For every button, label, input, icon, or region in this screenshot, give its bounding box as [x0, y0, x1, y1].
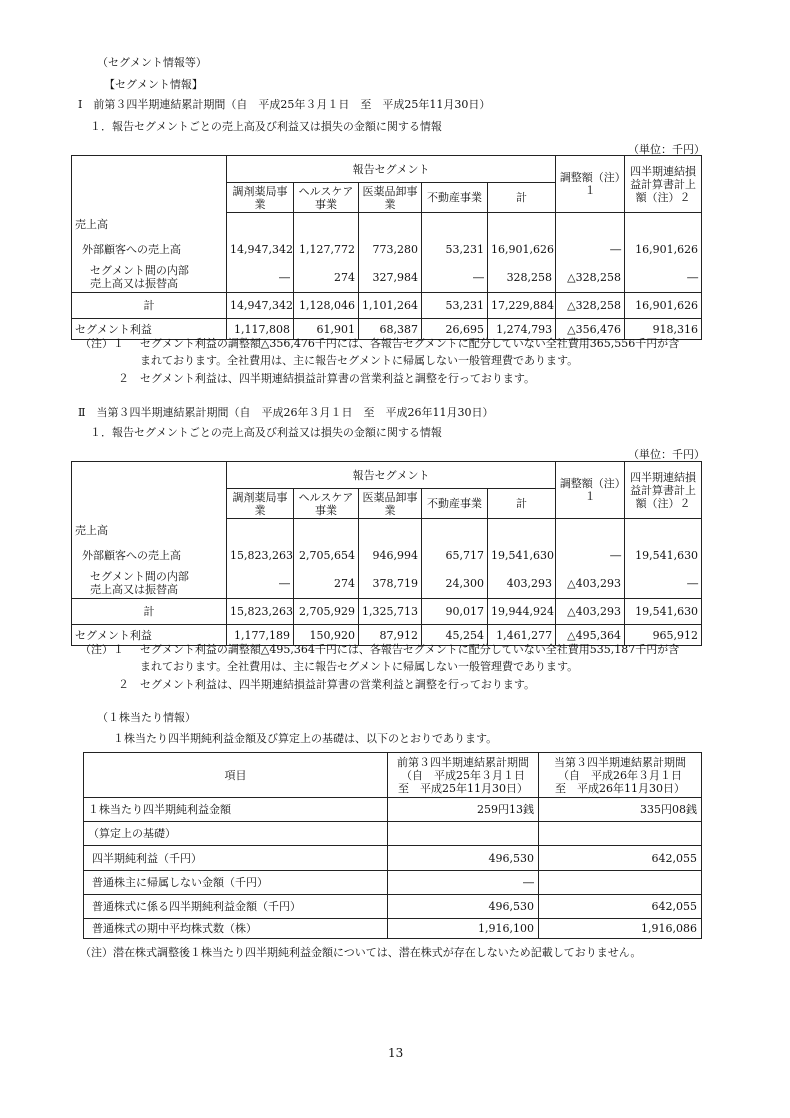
segment-table-prior	[71, 155, 702, 340]
row-label-external: 外部顧客への売上高	[72, 236, 227, 263]
cell: 327,984	[359, 263, 422, 293]
cell: 2,705,929	[294, 599, 359, 625]
table-row	[84, 919, 702, 939]
note2-line1: セグメント利益は、四半期連結損益計算書の営業利益と調整を行っております。	[140, 678, 536, 691]
eps-cell: 642,055	[539, 846, 702, 871]
table-row	[72, 542, 702, 569]
header-reported-segment: 報告セグメント	[227, 156, 556, 183]
eps-cell	[539, 871, 702, 895]
header-blank	[72, 156, 227, 213]
table-row	[72, 599, 702, 625]
row-label-sales: 売上高	[72, 519, 227, 542]
page-number: 13	[388, 1046, 404, 1060]
cell: 1,117,808	[227, 319, 294, 340]
cell: 403,293	[488, 569, 556, 599]
cell: 16,901,626	[625, 236, 702, 263]
cell: ―	[625, 569, 702, 599]
row-label-intersegment: セグメント間の内部 売上高又は振替高	[72, 569, 227, 599]
table-row	[72, 263, 702, 293]
cell: 14,947,342	[227, 293, 294, 319]
note2-label: ２	[118, 678, 129, 691]
cell: 65,717	[422, 542, 488, 569]
cell: 45,254	[422, 625, 488, 646]
eps-header-item: 項目	[84, 753, 388, 798]
note2-label: ２	[118, 372, 129, 385]
header-pharmacy: 調剤薬局事業	[227, 489, 294, 519]
cell: ―	[227, 263, 294, 293]
cell: 19,541,630	[488, 542, 556, 569]
cell: 1,128,046	[294, 293, 359, 319]
eps-row-label: １株当たり四半期純利益金額	[84, 798, 388, 822]
period1-title: Ⅰ 前第３四半期連結累計期間（自 平成25年３月１日 至 平成25年11月30日）	[78, 98, 491, 111]
cell: ―	[625, 263, 702, 293]
cell: △403,293	[556, 599, 625, 625]
cell: 24,300	[422, 569, 488, 599]
segment-table-current	[71, 461, 702, 646]
eps-intro: １株当たり四半期純利益金額及び算定上の基礎は、以下のとおりであります。	[113, 732, 498, 745]
eps-row-label: 普通株式の期中平均株式数（株）	[84, 919, 388, 939]
cell: ―	[556, 542, 625, 569]
header-healthcare: ヘルスケア事業	[294, 183, 359, 213]
note1-label: （注）１	[80, 643, 124, 656]
eps-heading: （１株当たり情報）	[97, 711, 196, 724]
header-total: 計	[488, 183, 556, 213]
note2-line1: セグメント利益は、四半期連結損益計算書の営業利益と調整を行っております。	[140, 372, 536, 385]
period2-title: Ⅱ 当第３四半期連結累計期間（自 平成26年３月１日 至 平成26年11月30日）	[78, 406, 494, 419]
heading-segment-info-paren: （セグメント情報等）	[97, 56, 207, 69]
header-consolidated: 四半期連結損益計算書計上額（注）２	[625, 462, 702, 519]
cell: 946,994	[359, 542, 422, 569]
eps-row-label: 普通株式に係る四半期純利益金額（千円）	[84, 895, 388, 919]
row-label-sales: 売上高	[72, 213, 227, 236]
note1-line2: まれております。全社費用は、主に報告セグメントに帰属しない一般管理費であります。	[140, 354, 579, 367]
row-label-total: 計	[72, 293, 227, 319]
cell: 274	[294, 569, 359, 599]
cell: 16,901,626	[488, 236, 556, 263]
table-row	[84, 846, 702, 871]
row-label-external: 外部顧客への売上高	[72, 542, 227, 569]
cell: 328,258	[488, 263, 556, 293]
eps-header-curr: 当第３四半期連結累計期間 （自 平成26年３月１日 至 平成26年11月30日）	[539, 753, 702, 798]
row-label-profit: セグメント利益	[72, 625, 227, 646]
table-row	[84, 798, 702, 822]
cell: 965,912	[625, 625, 702, 646]
header-realestate: 不動産事業	[422, 183, 488, 213]
cell: 19,541,630	[625, 599, 702, 625]
eps-cell: 335円08銭	[539, 798, 702, 822]
eps-row-label: 普通株主に帰属しない金額（千円）	[84, 871, 388, 895]
table-row	[72, 236, 702, 263]
cell: △356,476	[556, 319, 625, 340]
row-label-intersegment: セグメント間の内部 売上高又は振替高	[72, 263, 227, 293]
eps-cell: ―	[388, 871, 539, 895]
cell: 1,101,264	[359, 293, 422, 319]
header-total: 計	[488, 489, 556, 519]
cell: 14,947,342	[227, 236, 294, 263]
period2-subtitle: １．報告セグメントごとの売上高及び利益又は損失の金額に関する情報	[90, 426, 442, 439]
cell: △328,258	[556, 263, 625, 293]
cell: △495,364	[556, 625, 625, 646]
header-pharmacy: 調剤薬局事業	[227, 183, 294, 213]
eps-row-label: （算定上の基礎）	[84, 822, 388, 846]
period1-subtitle: １．報告セグメントごとの売上高及び利益又は損失の金額に関する情報	[90, 120, 442, 133]
cell: 16,901,626	[625, 293, 702, 319]
cell: 17,229,884	[488, 293, 556, 319]
eps-cell: 496,530	[388, 846, 539, 871]
cell: 53,231	[422, 293, 488, 319]
eps-cell: 496,530	[388, 895, 539, 919]
header-adjustment: 調整額（注）１	[556, 156, 625, 213]
header-healthcare: ヘルスケア事業	[294, 489, 359, 519]
cell: 15,823,263	[227, 599, 294, 625]
cell: 15,823,263	[227, 542, 294, 569]
eps-cell: 1,916,086	[539, 919, 702, 939]
header-wholesale: 医薬品卸事業	[359, 183, 422, 213]
cell: 1,461,277	[488, 625, 556, 646]
table-row	[72, 293, 702, 319]
cell: 26,695	[422, 319, 488, 340]
eps-cell: 1,916,100	[388, 919, 539, 939]
table-row	[84, 822, 702, 846]
note1-line2: まれております。全社費用は、主に報告セグメントに帰属しない一般管理費であります。	[140, 660, 579, 673]
header-reported-segment: 報告セグメント	[227, 462, 556, 489]
cell: 2,705,654	[294, 542, 359, 569]
cell: 90,017	[422, 599, 488, 625]
cell: 150,920	[294, 625, 359, 646]
eps-table	[83, 752, 702, 939]
cell: 1,127,772	[294, 236, 359, 263]
cell: ―	[227, 569, 294, 599]
header-blank	[72, 462, 227, 519]
eps-row-label: 四半期純利益（千円）	[84, 846, 388, 871]
cell: 773,280	[359, 236, 422, 263]
cell: 19,944,924	[488, 599, 556, 625]
row-label-total: 計	[72, 599, 227, 625]
cell: ―	[422, 263, 488, 293]
note1-line1: セグメント利益の調整額△495,364千円には、各報告セグメントに配分していない全社費用535,187千円が含	[140, 643, 680, 656]
cell: 378,719	[359, 569, 422, 599]
cell: 1,274,793	[488, 319, 556, 340]
note1-line1: セグメント利益の調整額△356,476千円には、各報告セグメントに配分していない全社費用365,556千円が含	[140, 337, 680, 350]
row-label-profit: セグメント利益	[72, 319, 227, 340]
eps-cell: 259円13銭	[388, 798, 539, 822]
header-consolidated: 四半期連結損益計算書計上額（注）２	[625, 156, 702, 213]
cell: △403,293	[556, 569, 625, 599]
cell: 87,912	[359, 625, 422, 646]
cell: 1,325,713	[359, 599, 422, 625]
eps-note: （注）潜在株式調整後１株当たり四半期純利益金額については、潜在株式が存在しないため記載しておりません。	[80, 946, 642, 959]
eps-cell	[388, 822, 539, 846]
cell: △328,258	[556, 293, 625, 319]
header-realestate: 不動産事業	[422, 489, 488, 519]
table-row	[72, 569, 702, 599]
cell: 61,901	[294, 319, 359, 340]
unit-label-1: （単位：千円）	[628, 143, 705, 156]
eps-header-prev: 前第３四半期連結累計期間 （自 平成25年３月１日 至 平成25年11月30日）	[388, 753, 539, 798]
unit-label-2: （単位：千円）	[628, 448, 705, 461]
cell: 53,231	[422, 236, 488, 263]
cell: 1,177,189	[227, 625, 294, 646]
cell: ―	[556, 236, 625, 263]
table-row	[84, 895, 702, 919]
cell: 19,541,630	[625, 542, 702, 569]
header-adjustment: 調整額（注）１	[556, 462, 625, 519]
table-row	[84, 871, 702, 895]
cell: 274	[294, 263, 359, 293]
cell: 68,387	[359, 319, 422, 340]
header-wholesale: 医薬品卸事業	[359, 489, 422, 519]
cell: 918,316	[625, 319, 702, 340]
eps-cell	[539, 822, 702, 846]
note1-label: （注）１	[80, 337, 124, 350]
eps-cell: 642,055	[539, 895, 702, 919]
heading-segment-info: 【セグメント情報】	[104, 78, 203, 91]
